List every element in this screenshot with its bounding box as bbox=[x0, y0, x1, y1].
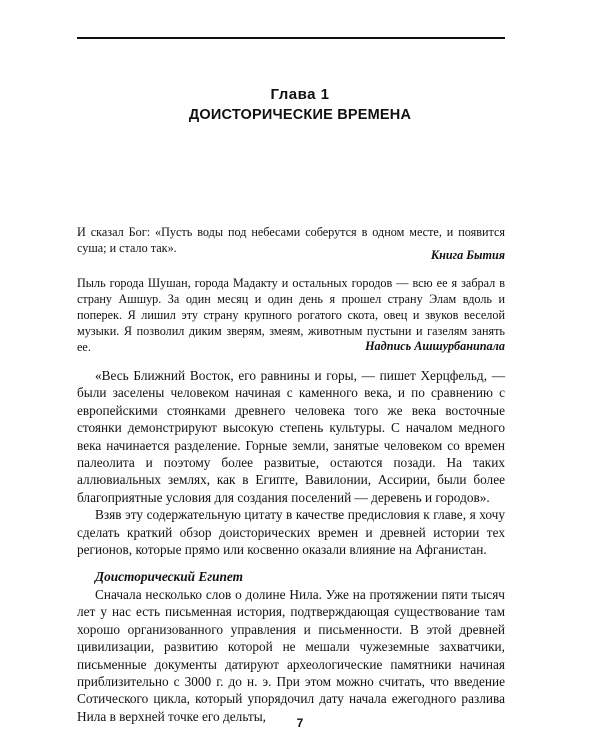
body-section-2 bbox=[77, 586, 505, 725]
paragraph-3: Сначала несколько слов о долине Нила. Уже на протяжении пяти тысяч лет у нас есть письменная история, подтверждающая существование там хорошо организованного управления и письменности. В этой древней цивилизации, развитию которой не мешали чужеземные захватчики, письменные документы датируют археологические памятники начиная приблизительно с 3000 г. до н. э. При этом можно считать, что введение Сотического цикла, который упорядочил дату начала ежегодного разлива Нила в верхней точке его дельты, bbox=[77, 587, 505, 724]
epigraph-2-attribution: Надпись Ашшурбанипала bbox=[365, 339, 505, 353]
page-number: 7 bbox=[296, 716, 304, 730]
subheading: Доисторический Египет bbox=[95, 569, 243, 584]
chapter-title: ДОИСТОРИЧЕСКИЕ ВРЕМЕНА bbox=[188, 107, 412, 123]
epigraph-1-attribution: Книга Бытия bbox=[430, 248, 505, 262]
epigraph-1-text: И сказал Бог: «Пусть воды под небесами соберутся в одном месте, и появится суша; и стало так». bbox=[77, 225, 505, 255]
paragraph-1: «Весь Ближний Восток, его равнины и горы, — пишет Херцфельд, — были заселены человеком начиная с каменного века, и по сравнению с европейскими стоянками древнего человека того же века восточные стоянки демонстрируют высокую степень культуры. С началом медного века начинается разделение. Горные земли, занятые человеком со времен палеолита и поэтому более развитые, остаются позади. На таких аллювиальных землях, как в Египте, Вавилонии, Ассирии, были более благоприятные условия для создания поселений — деревень и городов». bbox=[77, 368, 505, 505]
chapter-number: Глава 1 bbox=[270, 86, 330, 103]
epigraph-2-text: Пыль города Шушан, города Мадакту и остальных городов — всю ее я забрал в страну Ашшур. За один месяц и один день я прошел страну Элам вдоль и поперек. Я лишил эту страну крупного рогатого скота, овец и звуков веселой музыки. Я позволил диким зверям, змеям, животным пустыни и газелям занять ее. bbox=[77, 276, 505, 354]
body-section bbox=[77, 367, 505, 558]
paragraph-2: Взяв эту содержательную цитату в качестве предисловия к главе, я хочу сделать краткий обзор доисторических времен и древней истории тех регионов, которые прямо или косвенно оказали влияние на Афганистан. bbox=[77, 507, 505, 558]
header-rule bbox=[77, 37, 505, 39]
